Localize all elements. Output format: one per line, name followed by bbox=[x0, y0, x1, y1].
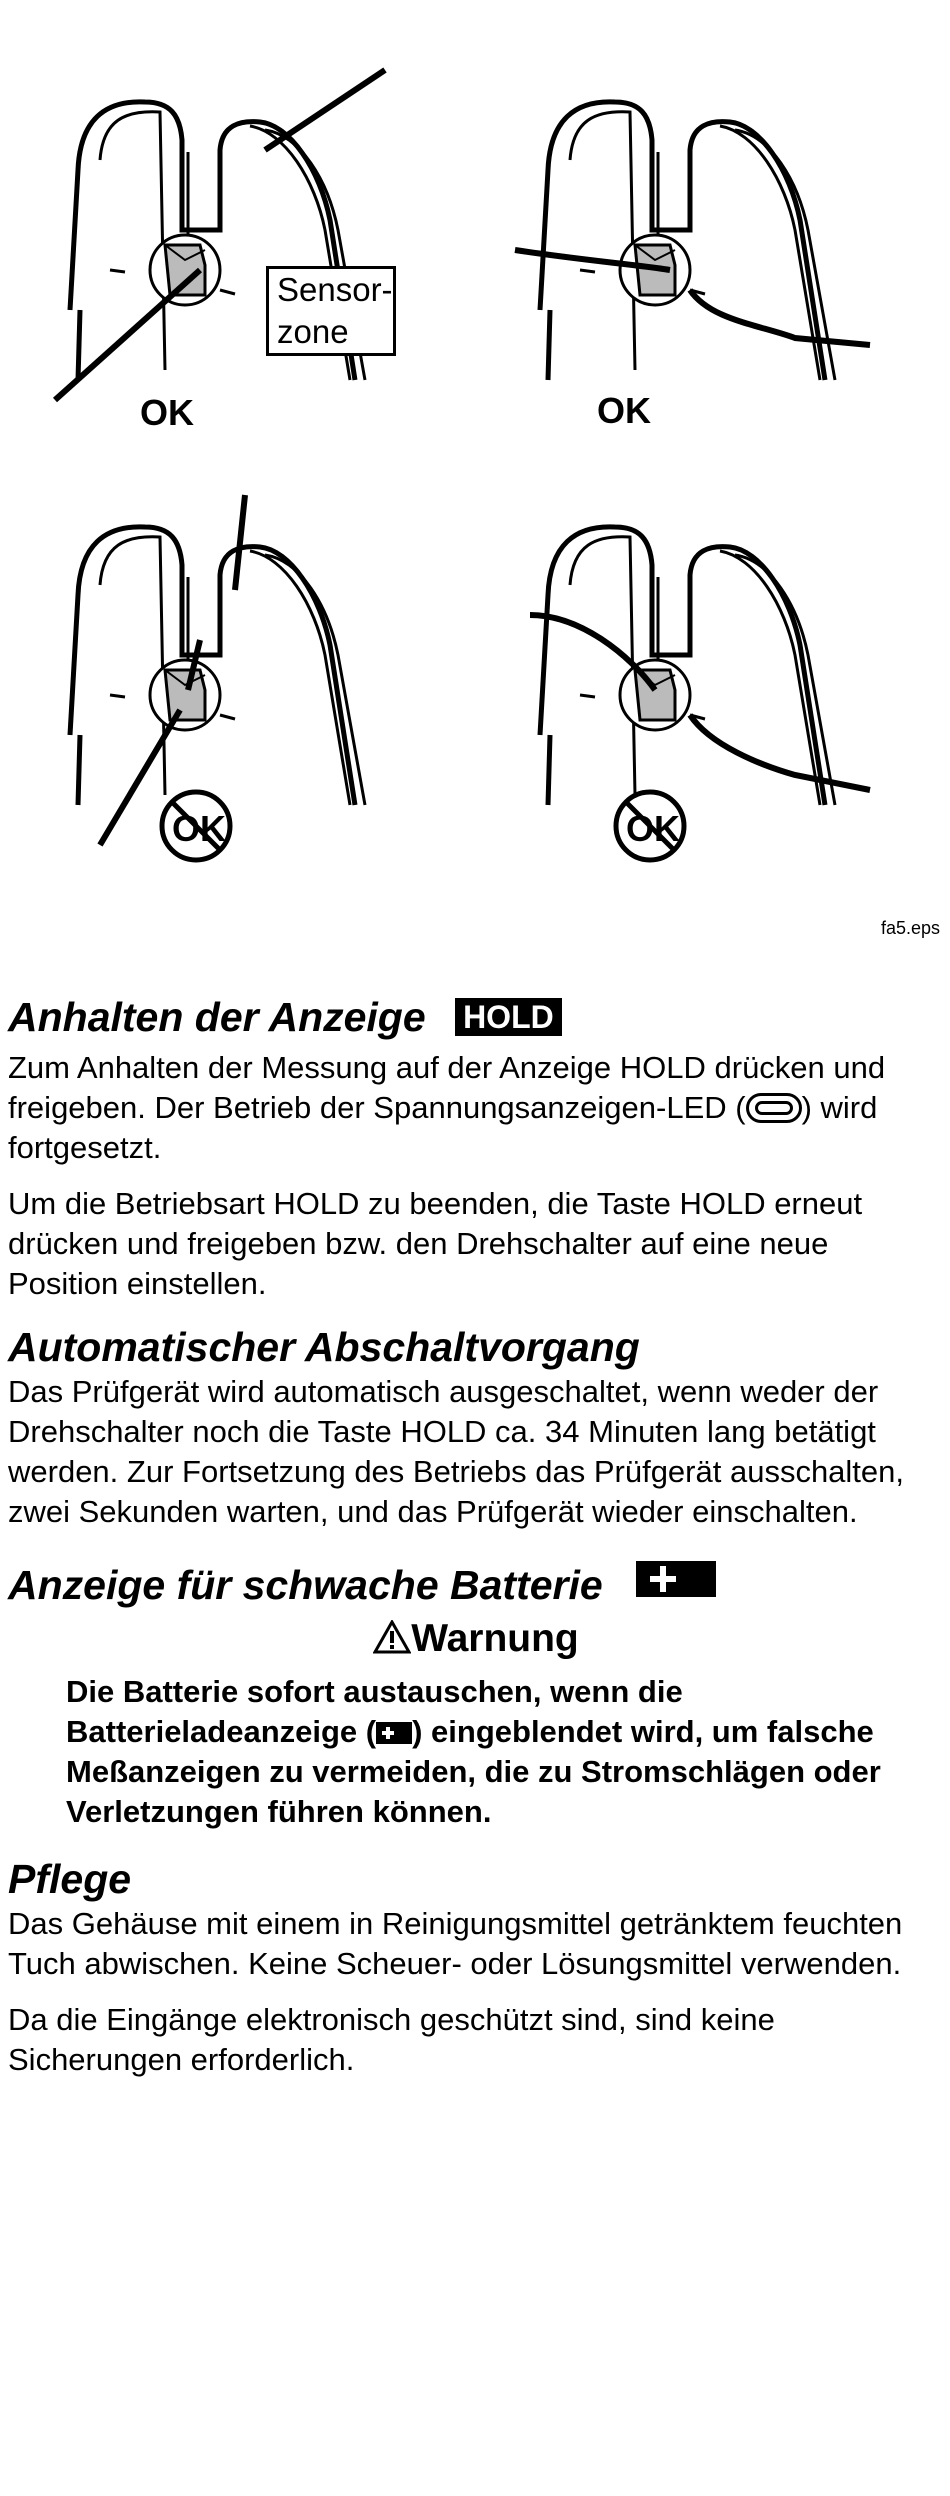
figure-caption: fa5.eps bbox=[880, 918, 940, 938]
ok-label: OK bbox=[140, 392, 194, 433]
clamp-bottom-right bbox=[530, 527, 870, 805]
warning-triangle-icon bbox=[373, 1620, 411, 1654]
clamp-top-right bbox=[515, 102, 870, 380]
section-title-auto-off: Automatischer Abschaltvorgang bbox=[8, 1324, 640, 1370]
warning-title-text: Warnung bbox=[411, 1617, 579, 1660]
clamp-illustration bbox=[0, 0, 950, 960]
care-paragraph-1: Das Gehäuse mit einem in Reinigungsmittel getränktem feuchten Tuch abwischen. Keine Scheuer- oder Lösungsmittel verwenden. bbox=[8, 1906, 903, 1981]
voltage-led-icon bbox=[746, 1093, 802, 1123]
warning-text bbox=[66, 1672, 886, 1832]
sensor-zone-figure bbox=[0, 0, 950, 960]
section-title-care: Pflege bbox=[8, 1856, 132, 1902]
battery-title-text: Anzeige für schwache Batterie bbox=[8, 1562, 603, 1608]
battery-indicator-icon bbox=[376, 1722, 412, 1744]
care-paragraph-2: Da die Eingänge elektronisch geschützt sind, sind keine Sicherungen erforderlich. bbox=[8, 2002, 775, 2077]
sensor-zone-callout bbox=[266, 266, 396, 356]
warning-heading bbox=[8, 1616, 944, 1662]
ok-crossed-label: OK bbox=[172, 808, 226, 849]
ok-label: OK bbox=[597, 390, 651, 431]
callout-line-1: Sensor- bbox=[277, 271, 393, 308]
section-title-hold bbox=[8, 992, 944, 1042]
manual-content bbox=[8, 992, 944, 2080]
battery-icon bbox=[636, 1561, 716, 1597]
hold-badge: HOLD bbox=[455, 998, 562, 1036]
warning-text-a: Die Batterie sofort austauschen, wenn die Batterieladeanzeige ( bbox=[66, 1674, 683, 1749]
auto-off-paragraph: Das Prüfgerät wird automatisch ausgeschaltet, wenn weder der Drehschalter noch die Taste HOLD ca. 34 Minuten lang betätigt werden. Zur Fortsetzung des Betriebs das Prüfgerät ausschalten, zwei Sekunden warten, und das Prüfgerät wieder einschalten. bbox=[8, 1374, 905, 1529]
warning-text-b: ) eingeblendet wird, um falsche Meßanzeigen zu vermeiden, die zu Stromschlägen oder Verletzungen führen können. bbox=[66, 1714, 881, 1829]
ok-crossed-label: OK bbox=[626, 808, 680, 849]
hold-paragraph-2: Um die Betriebsart HOLD zu beenden, die Taste HOLD erneut drücken und freigeben bzw. den Drehschalter auf eine neue Position einstellen. bbox=[8, 1186, 863, 1301]
hold-p1-text-a: Zum Anhalten der Messung auf der Anzeige HOLD drücken und freigeben. Der Betrieb der Spannungsanzeigen-LED ( bbox=[8, 1050, 886, 1125]
hold-paragraph-1 bbox=[8, 1048, 944, 1168]
section-title-battery bbox=[8, 1560, 944, 1610]
hold-p1-text-b: ) wird fortgesetzt. bbox=[8, 1090, 878, 1165]
hold-title-text: Anhalten der Anzeige bbox=[8, 994, 426, 1040]
clamp-bottom-left bbox=[70, 495, 365, 845]
callout-line-2: zone bbox=[277, 313, 349, 350]
